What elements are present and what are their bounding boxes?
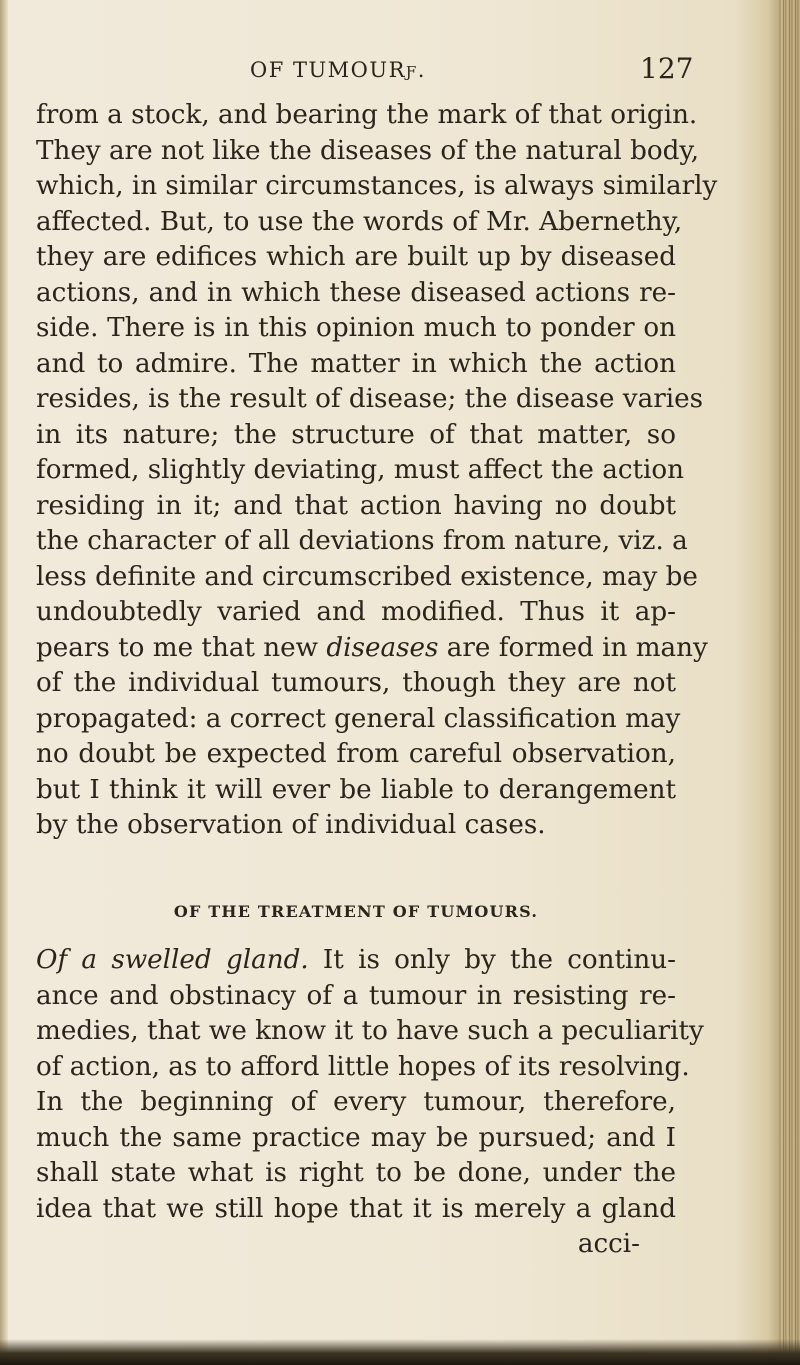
text-line: side. There is in this opinion much to ponder on <box>36 313 676 343</box>
text-line-with-italic <box>36 631 708 667</box>
catchword: acci- <box>577 1229 640 1259</box>
text-line: They are not like the diseases of the natural body, <box>36 135 700 166</box>
text-line: resides, is the result of disease; the disease varies <box>36 384 704 414</box>
text-line: but I think it will ever be liable to derangement <box>36 774 676 805</box>
book-spine-edge <box>778 0 800 1365</box>
body-text <box>36 98 718 1263</box>
text-line: and to admire. The matter in which the action <box>36 348 676 379</box>
text-line: shall state what is right to be done, under the <box>36 1158 676 1188</box>
text-line: from a stock, and bearing the mark of that origin. <box>36 100 698 130</box>
text-line: which, in similar circumstances, is always similarly <box>36 171 718 201</box>
text-line: residing in it; and that action having no doubt <box>36 490 676 521</box>
text-line: in its nature; the structure of that matter, so <box>36 419 676 450</box>
text-line: propagated: a correct general classification may <box>36 703 681 734</box>
text-line: medies, that we know it to have such a peculiarity <box>36 1016 704 1046</box>
page-bottom-shadow <box>0 1339 800 1365</box>
running-head: OF TUMOURƒ. <box>250 58 426 82</box>
text-line: idea that we still hope that it is merely a gland <box>36 1193 676 1224</box>
page-left-edge <box>0 0 8 1365</box>
text-line-with-italic <box>36 943 676 979</box>
text-line: of the individual tumours, though they are not <box>36 668 676 698</box>
page-number: 127 <box>640 52 694 85</box>
text-line: less definite and circumscribed existence, may be <box>36 561 698 592</box>
italic-word: diseases <box>326 632 439 663</box>
text-line: much the same practice may be pursued; and I <box>36 1122 676 1153</box>
text-segment: It is only by the continu- <box>308 945 676 975</box>
text-line: of action, as to afford little hopes of its resolving. <box>36 1051 690 1082</box>
text-line: no doubt be expected from careful observation, <box>36 739 676 769</box>
text-line: actions, and in which these diseased actions re- <box>36 277 676 308</box>
page-header <box>0 52 790 88</box>
text-segment: are formed in many <box>438 632 708 663</box>
text-line: the character of all deviations from nature, viz. a <box>36 526 688 556</box>
text-line: ance and obstinacy of a tumour in resisting re- <box>36 980 676 1011</box>
italic-subheading: Of a swelled gland. <box>36 945 309 975</box>
section-heading: OF THE TREATMENT OF TUMOURS. <box>173 901 539 921</box>
text-line: they are edifices which are built up by diseased <box>36 242 676 272</box>
text-line: by the observation of individual cases. <box>36 810 546 840</box>
text-segment: pears to me that new <box>36 632 327 663</box>
text-line: undoubtedly varied and modified. Thus it ap- <box>36 597 676 627</box>
text-line: affected. But, to use the words of Mr. Abernethy, <box>36 206 683 237</box>
text-line: In the beginning of every tumour, therefore, <box>36 1087 676 1117</box>
text-line: formed, slightly deviating, must affect the action <box>36 455 685 485</box>
